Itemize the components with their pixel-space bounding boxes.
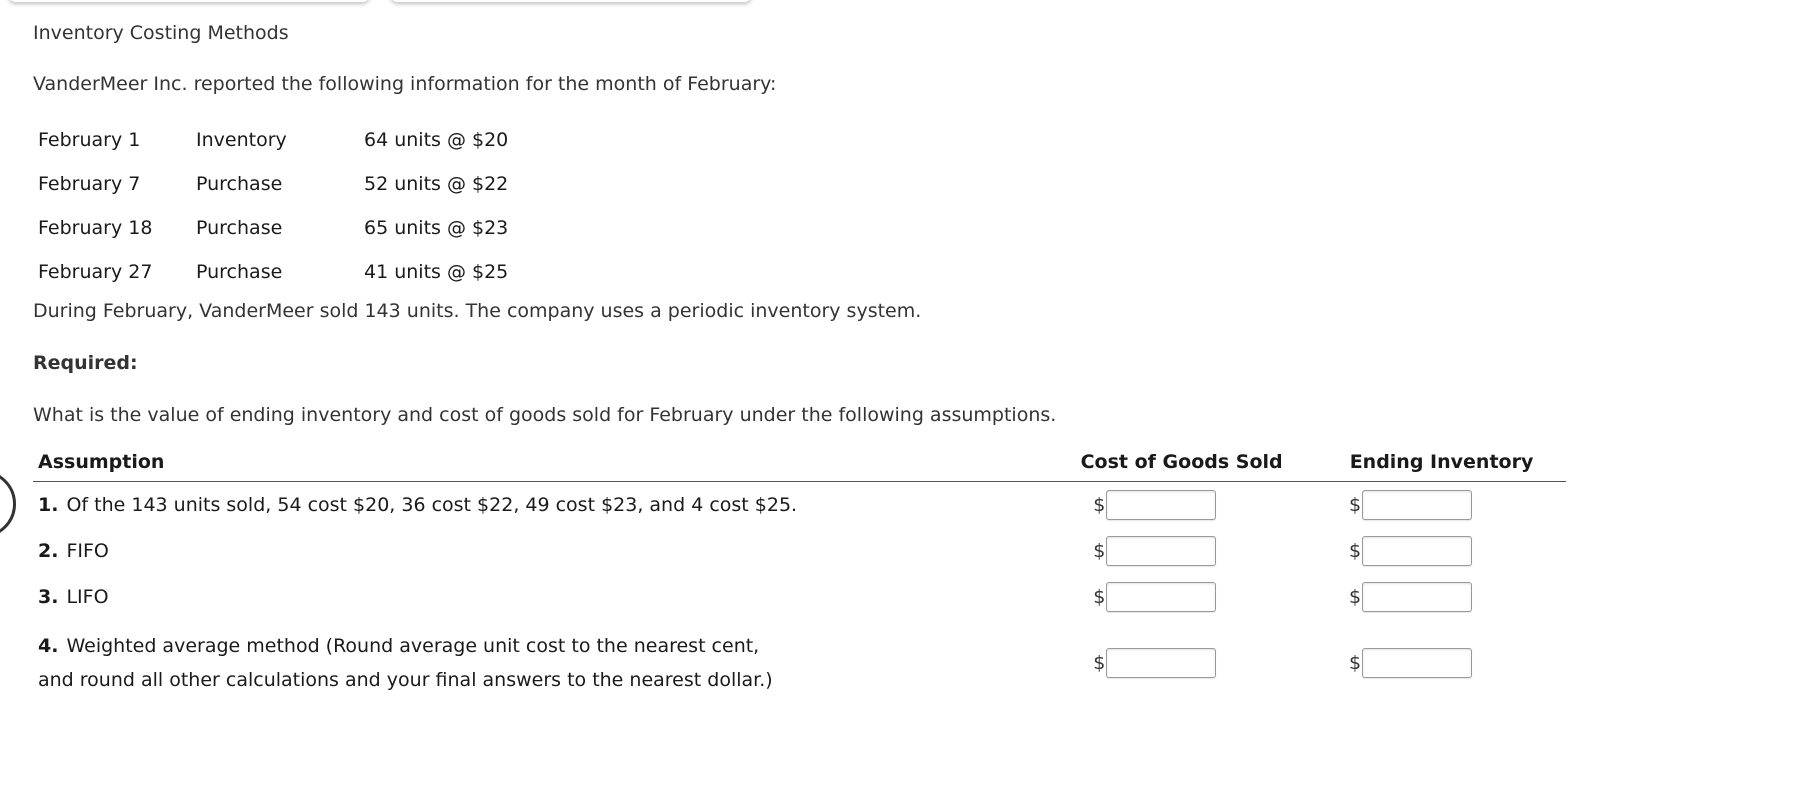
row-number: 4. — [38, 635, 59, 657]
cogs-input-3[interactable] — [1106, 582, 1216, 612]
transaction-date: February 27 — [38, 261, 153, 283]
ending-inventory-cell — [1317, 620, 1566, 706]
table-row — [33, 528, 1566, 574]
ending-inventory-column-header: Ending Inventory — [1317, 445, 1566, 482]
transaction-type: Purchase — [196, 217, 283, 239]
top-tab-1[interactable] — [8, 0, 370, 2]
assumption-text: Of the 143 units sold, 54 cost $20, 36 cost $22, 49 cost $23, and 4 cost $25. — [66, 494, 798, 516]
ending-inventory-cell — [1317, 574, 1566, 620]
intro-text: VanderMeer Inc. reported the following information for the month of February: — [33, 73, 777, 95]
cogs-cell — [1046, 528, 1317, 574]
currency-symbol: $ — [1349, 652, 1362, 674]
cogs-input-2[interactable] — [1106, 536, 1216, 566]
currency-symbol: $ — [1093, 540, 1106, 562]
assumption-cell — [33, 574, 1046, 620]
transaction-quantity: 52 units @ $22 — [364, 173, 509, 195]
transaction-date: February 18 — [38, 217, 153, 239]
answer-table — [33, 445, 1566, 706]
row-number: 3. — [38, 586, 59, 608]
currency-symbol: $ — [1349, 586, 1362, 608]
row-number: 2. — [38, 540, 59, 562]
answer-table-header-row — [33, 445, 1566, 482]
currency-symbol: $ — [1093, 494, 1106, 516]
ending-inventory-input-2[interactable] — [1362, 536, 1472, 566]
cogs-cell — [1046, 574, 1317, 620]
top-tab-strip — [0, 0, 800, 4]
ending-inventory-input-3[interactable] — [1362, 582, 1472, 612]
transaction-row — [38, 118, 564, 162]
transaction-type: Purchase — [196, 173, 283, 195]
table-row — [33, 482, 1566, 529]
assumption-text-line2: and round all other calculations and your final answers to the nearest dollar.) — [38, 669, 773, 691]
currency-symbol: $ — [1093, 586, 1106, 608]
page-title: Inventory Costing Methods — [33, 22, 289, 44]
transaction-date: February 1 — [38, 129, 141, 151]
assumption-cell — [33, 482, 1046, 529]
transaction-date: February 7 — [38, 173, 141, 195]
table-row — [33, 574, 1566, 620]
cogs-cell — [1046, 620, 1317, 706]
assumption-cell — [33, 620, 1046, 706]
currency-symbol: $ — [1093, 652, 1106, 674]
ending-inventory-cell — [1317, 482, 1566, 529]
cogs-input-4[interactable] — [1106, 648, 1216, 678]
assumption-cell — [33, 528, 1046, 574]
assumption-text: FIFO — [66, 540, 109, 562]
units-sold-text: During February, VanderMeer sold 143 units. The company uses a periodic inventory system. — [33, 300, 922, 322]
question-text: What is the value of ending inventory and cost of goods sold for February under the following assumptions. — [33, 404, 1057, 426]
transaction-type: Inventory — [196, 129, 287, 151]
side-panel-handle[interactable] — [0, 470, 16, 538]
assumption-column-header: Assumption — [33, 445, 1046, 482]
transaction-quantity: 65 units @ $23 — [364, 217, 509, 239]
currency-symbol: $ — [1349, 494, 1362, 516]
transactions-table — [38, 118, 564, 294]
cogs-column-header: Cost of Goods Sold — [1046, 445, 1317, 482]
ending-inventory-input-1[interactable] — [1362, 490, 1472, 520]
transaction-type: Purchase — [196, 261, 283, 283]
transaction-quantity: 41 units @ $25 — [364, 261, 509, 283]
row-number: 1. — [38, 494, 59, 516]
required-label: Required: — [33, 352, 138, 374]
cogs-input-1[interactable] — [1106, 490, 1216, 520]
table-row — [33, 620, 1566, 706]
transaction-row — [38, 206, 564, 250]
currency-symbol: $ — [1349, 540, 1362, 562]
top-tab-2[interactable] — [390, 0, 752, 2]
transaction-row — [38, 250, 564, 294]
transaction-row — [38, 162, 564, 206]
transaction-quantity: 64 units @ $20 — [364, 129, 509, 151]
assumption-text: Weighted average method (Round average unit cost to the nearest cent, — [66, 635, 760, 657]
ending-inventory-input-4[interactable] — [1362, 648, 1472, 678]
assumption-text: LIFO — [66, 586, 109, 608]
ending-inventory-cell — [1317, 528, 1566, 574]
cogs-cell — [1046, 482, 1317, 529]
